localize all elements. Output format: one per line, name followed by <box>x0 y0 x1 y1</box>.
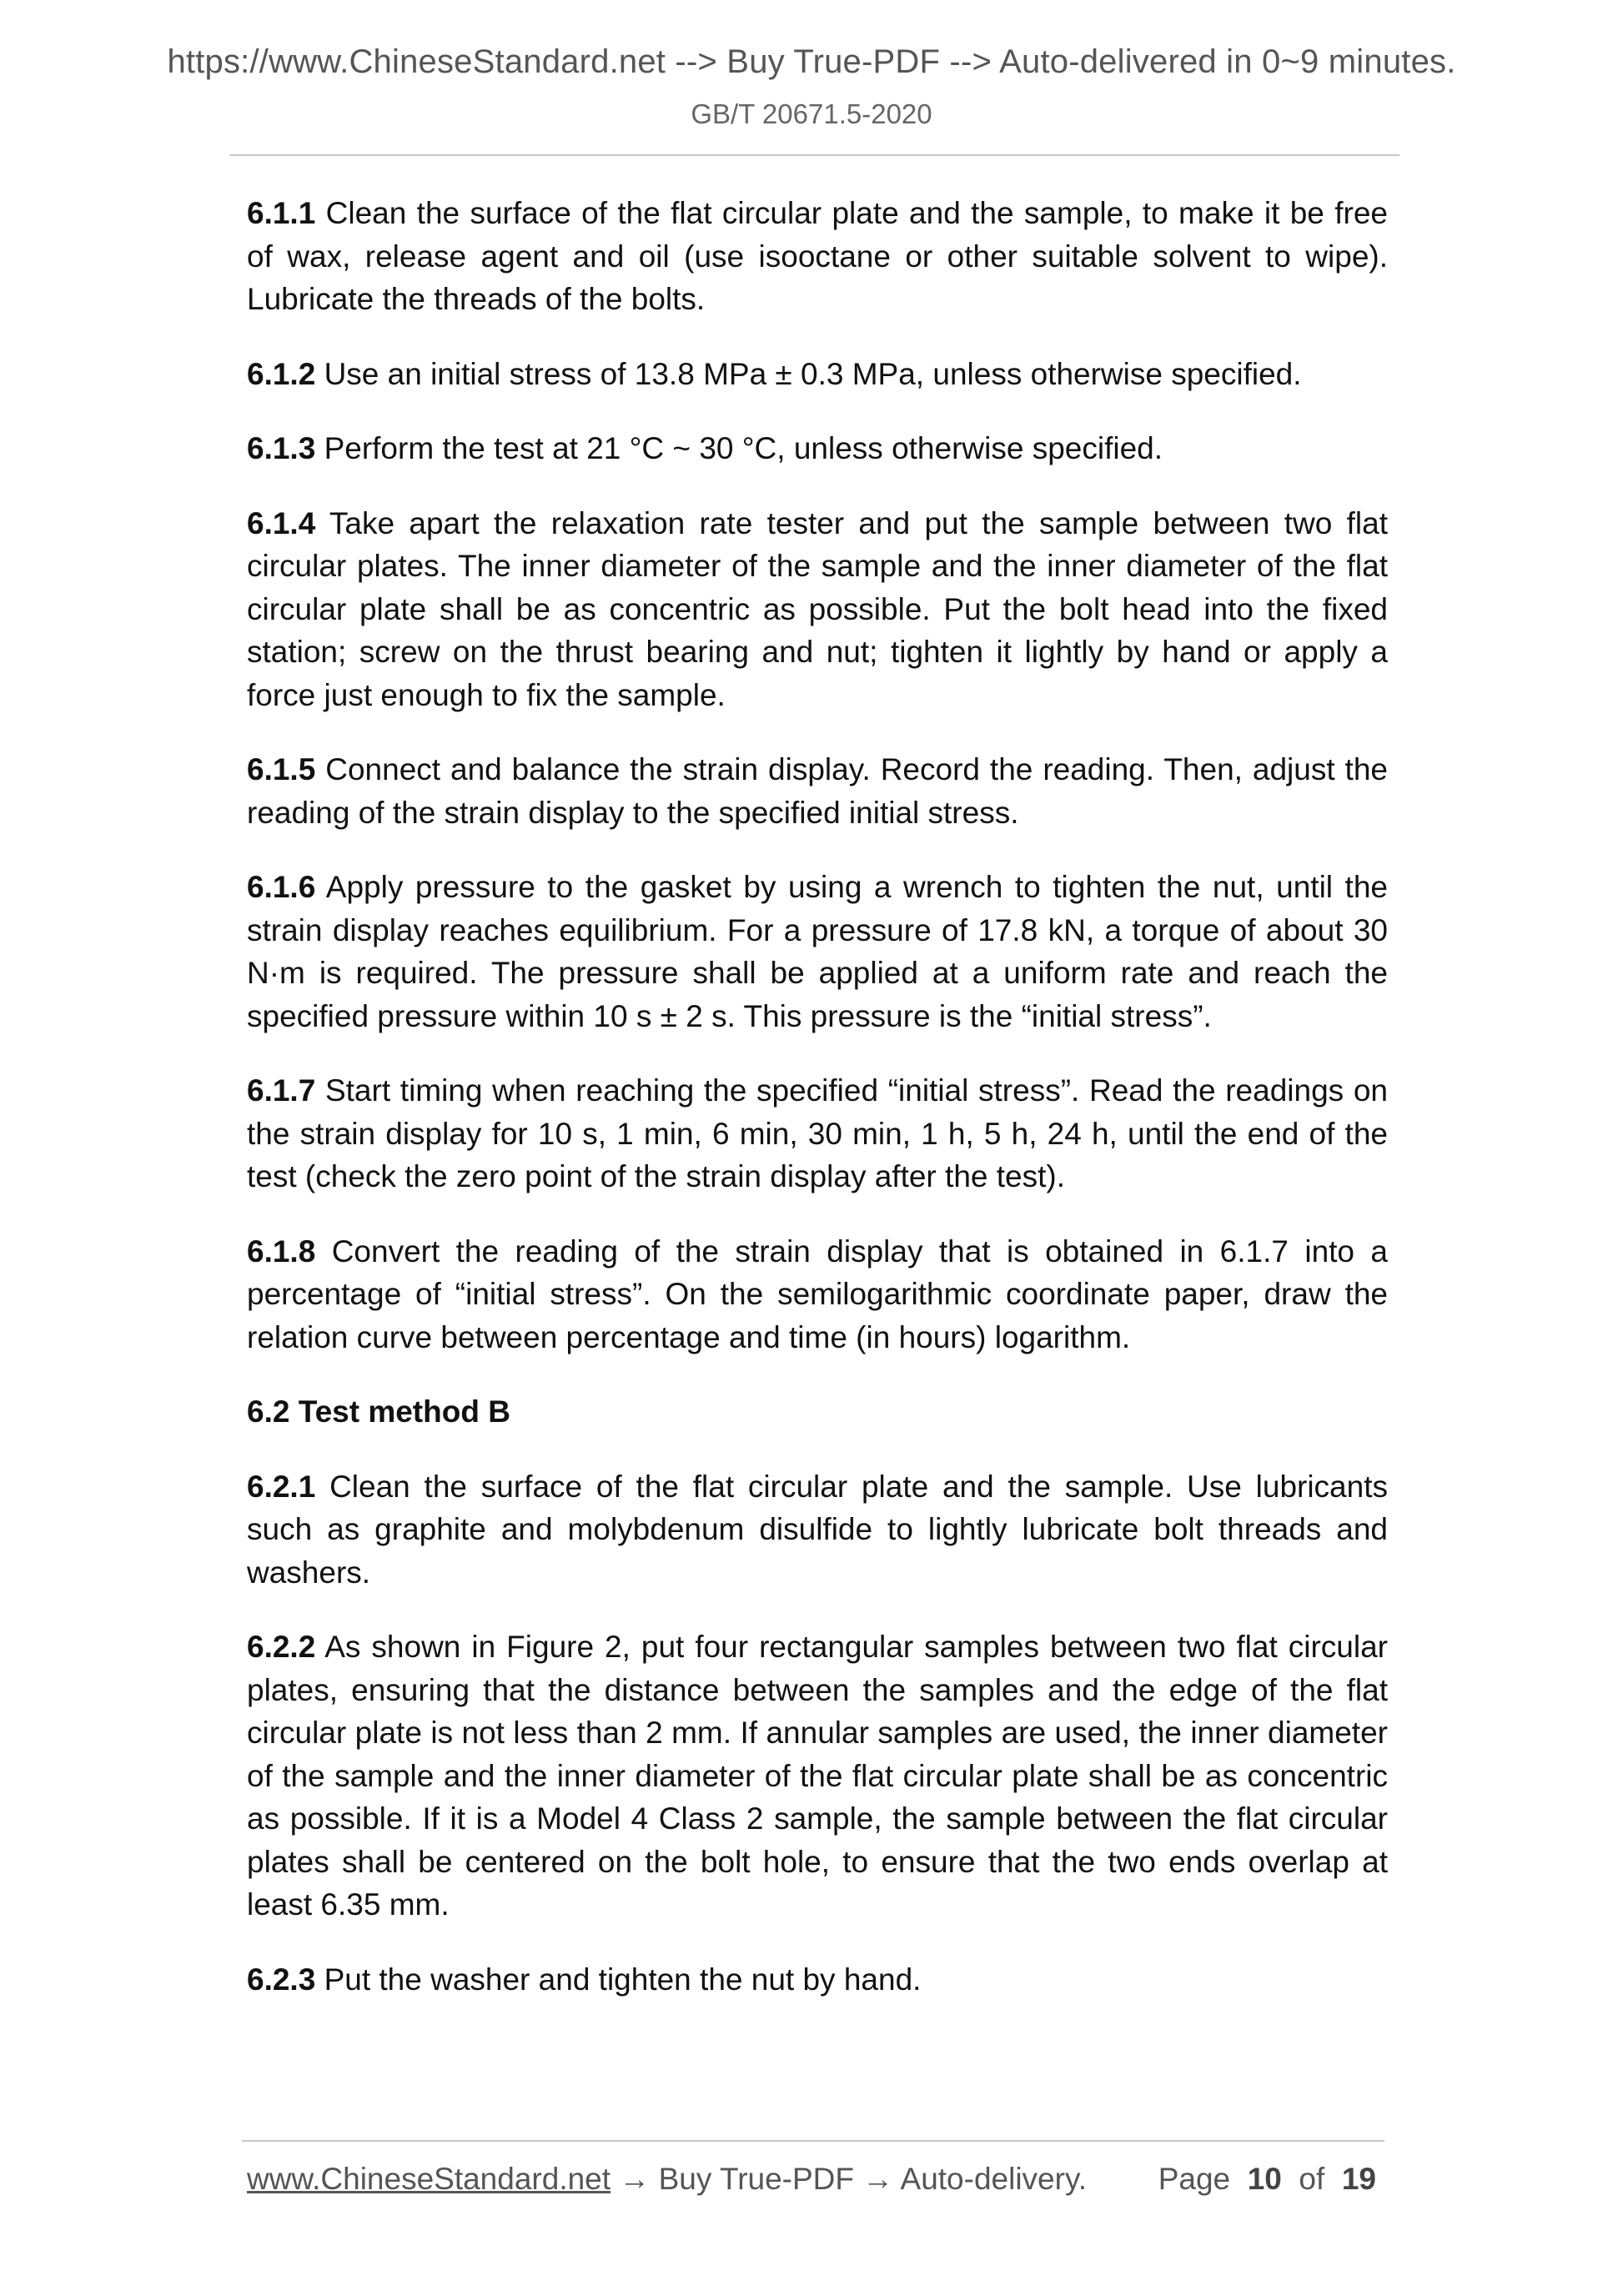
clause-number: 6.1.6 <box>247 870 316 904</box>
paragraph-6-1-4 <box>247 502 1388 717</box>
document-body <box>247 192 1388 2032</box>
footer-tail-text: → Buy True-PDF → Auto-delivery. <box>611 2162 1087 2196</box>
clause-text: As shown in Figure 2, put four rectangular samples between two flat circular plates, ensuring that the distance between the samples and the edge of the flat circular plate is not less than 2 mm. If annular samples are used, the inner diameter of the sample and the inner diameter of the flat circular plate shall be as concentric as possible. If it is a Model 4 Class 2 sample, the sample between the flat circular plates shall be centered on the bolt hole, to ensure that the two ends overlap at least 6.35 mm. <box>247 1630 1388 1922</box>
header-banner: https://www.ChineseStandard.net --> Buy True-PDF --> Auto-delivered in 0~9 minutes. <box>167 43 1456 80</box>
section-heading: 6.2 Test method B <box>247 1394 510 1429</box>
clause-text: Clean the surface of the flat circular plate and the sample. Use lubricants such as graphite and molybdenum disulfide to lightly lubricate bolt threads and washers. <box>247 1469 1388 1590</box>
paragraph-6-2-1 <box>247 1465 1388 1595</box>
clause-text: Take apart the relaxation rate tester and put the sample between two flat circular plates. The inner diameter of the sample and the inner diameter of the flat circular plate shall be as concentric as possible. Put the bolt head into the fixed station; screw on the thrust bearing and nut; tighten it lightly by hand or apply a force just enough to fix the sample. <box>247 505 1388 712</box>
clause-number: 6.2.2 <box>247 1630 316 1664</box>
clause-number: 6.1.1 <box>247 196 316 230</box>
paragraph-6-1-5 <box>247 748 1388 834</box>
clause-number: 6.1.3 <box>247 431 316 465</box>
clause-number: 6.1.8 <box>247 1233 316 1269</box>
page-total: 19 <box>1341 2162 1376 2196</box>
page-indicator <box>1158 2162 1376 2197</box>
clause-number: 6.2.1 <box>247 1469 316 1504</box>
clause-text: Apply pressure to the gasket by using a wrench to tighten the nut, until the strain display reaches equilibrium. For a pressure of 17.8 kN, a torque of about 30 N·m is required. The pressure shall be applied at a uniform rate and reach the specified pressure within 10 s ± 2 s. This pressure is the “initial stress”. <box>247 870 1388 1033</box>
footer-divider <box>242 2140 1384 2142</box>
clause-number: 6.1.7 <box>247 1073 316 1108</box>
clause-text: Perform the test at 21 °C ~ 30 °C, unless otherwise specified. <box>315 431 1163 465</box>
paragraph-6-1-2 <box>247 353 1388 396</box>
paragraph-6-1-1 <box>247 192 1388 321</box>
page-label: Page <box>1158 2162 1231 2196</box>
paragraph-6-2-2 <box>247 1625 1388 1927</box>
page-current: 10 <box>1247 2162 1282 2196</box>
footer-website-link[interactable]: www.ChineseStandard.net <box>247 2162 611 2196</box>
clause-number: 6.1.4 <box>247 505 316 540</box>
paragraph-6-2-3 <box>247 1958 1388 2002</box>
paragraph-6-1-7 <box>247 1069 1388 1198</box>
clause-text: Convert the reading of the strain display that is obtained in 6.1.7 into a percentage of “initial stress”. On the semilogarithmic coordinate paper, draw the relation curve between percentage and time (in hours) logarithm. <box>247 1233 1388 1354</box>
clause-number: 6.2.3 <box>247 1962 316 1997</box>
clause-number: 6.1.2 <box>247 356 316 391</box>
clause-text: Use an initial stress of 13.8 MPa ± 0.3 MPa, unless otherwise specified. <box>315 356 1302 391</box>
clause-text: Start timing when reaching the specified “initial stress”. Read the readings on the strain display for 10 s, 1 min, 6 min, 30 min, 1 h, 5 h, 24 h, until the end of the test (check the zero point of the strain display after the test). <box>247 1073 1388 1193</box>
page-of: of <box>1299 2162 1325 2196</box>
footer-promo <box>247 2162 1087 2197</box>
paragraph-6-1-8 <box>247 1230 1388 1359</box>
header-divider <box>229 154 1399 156</box>
paragraph-6-1-6 <box>247 866 1388 1037</box>
clause-text: Connect and balance the strain display. Record the reading. Then, adjust the reading of the strain display to the specified initial stress. <box>247 752 1388 830</box>
clause-text: Put the washer and tighten the nut by hand. <box>315 1962 922 1997</box>
clause-number: 6.1.5 <box>247 752 316 786</box>
standard-id: GB/T 20671.5-2020 <box>691 98 932 129</box>
clause-text: Clean the surface of the flat circular plate and the sample, to make it be free of wax, release agent and oil (use isooctane or other suitable solvent to wipe). Lubricate the threads of the bolts. <box>247 196 1388 316</box>
paragraph-6-1-3 <box>247 427 1388 470</box>
